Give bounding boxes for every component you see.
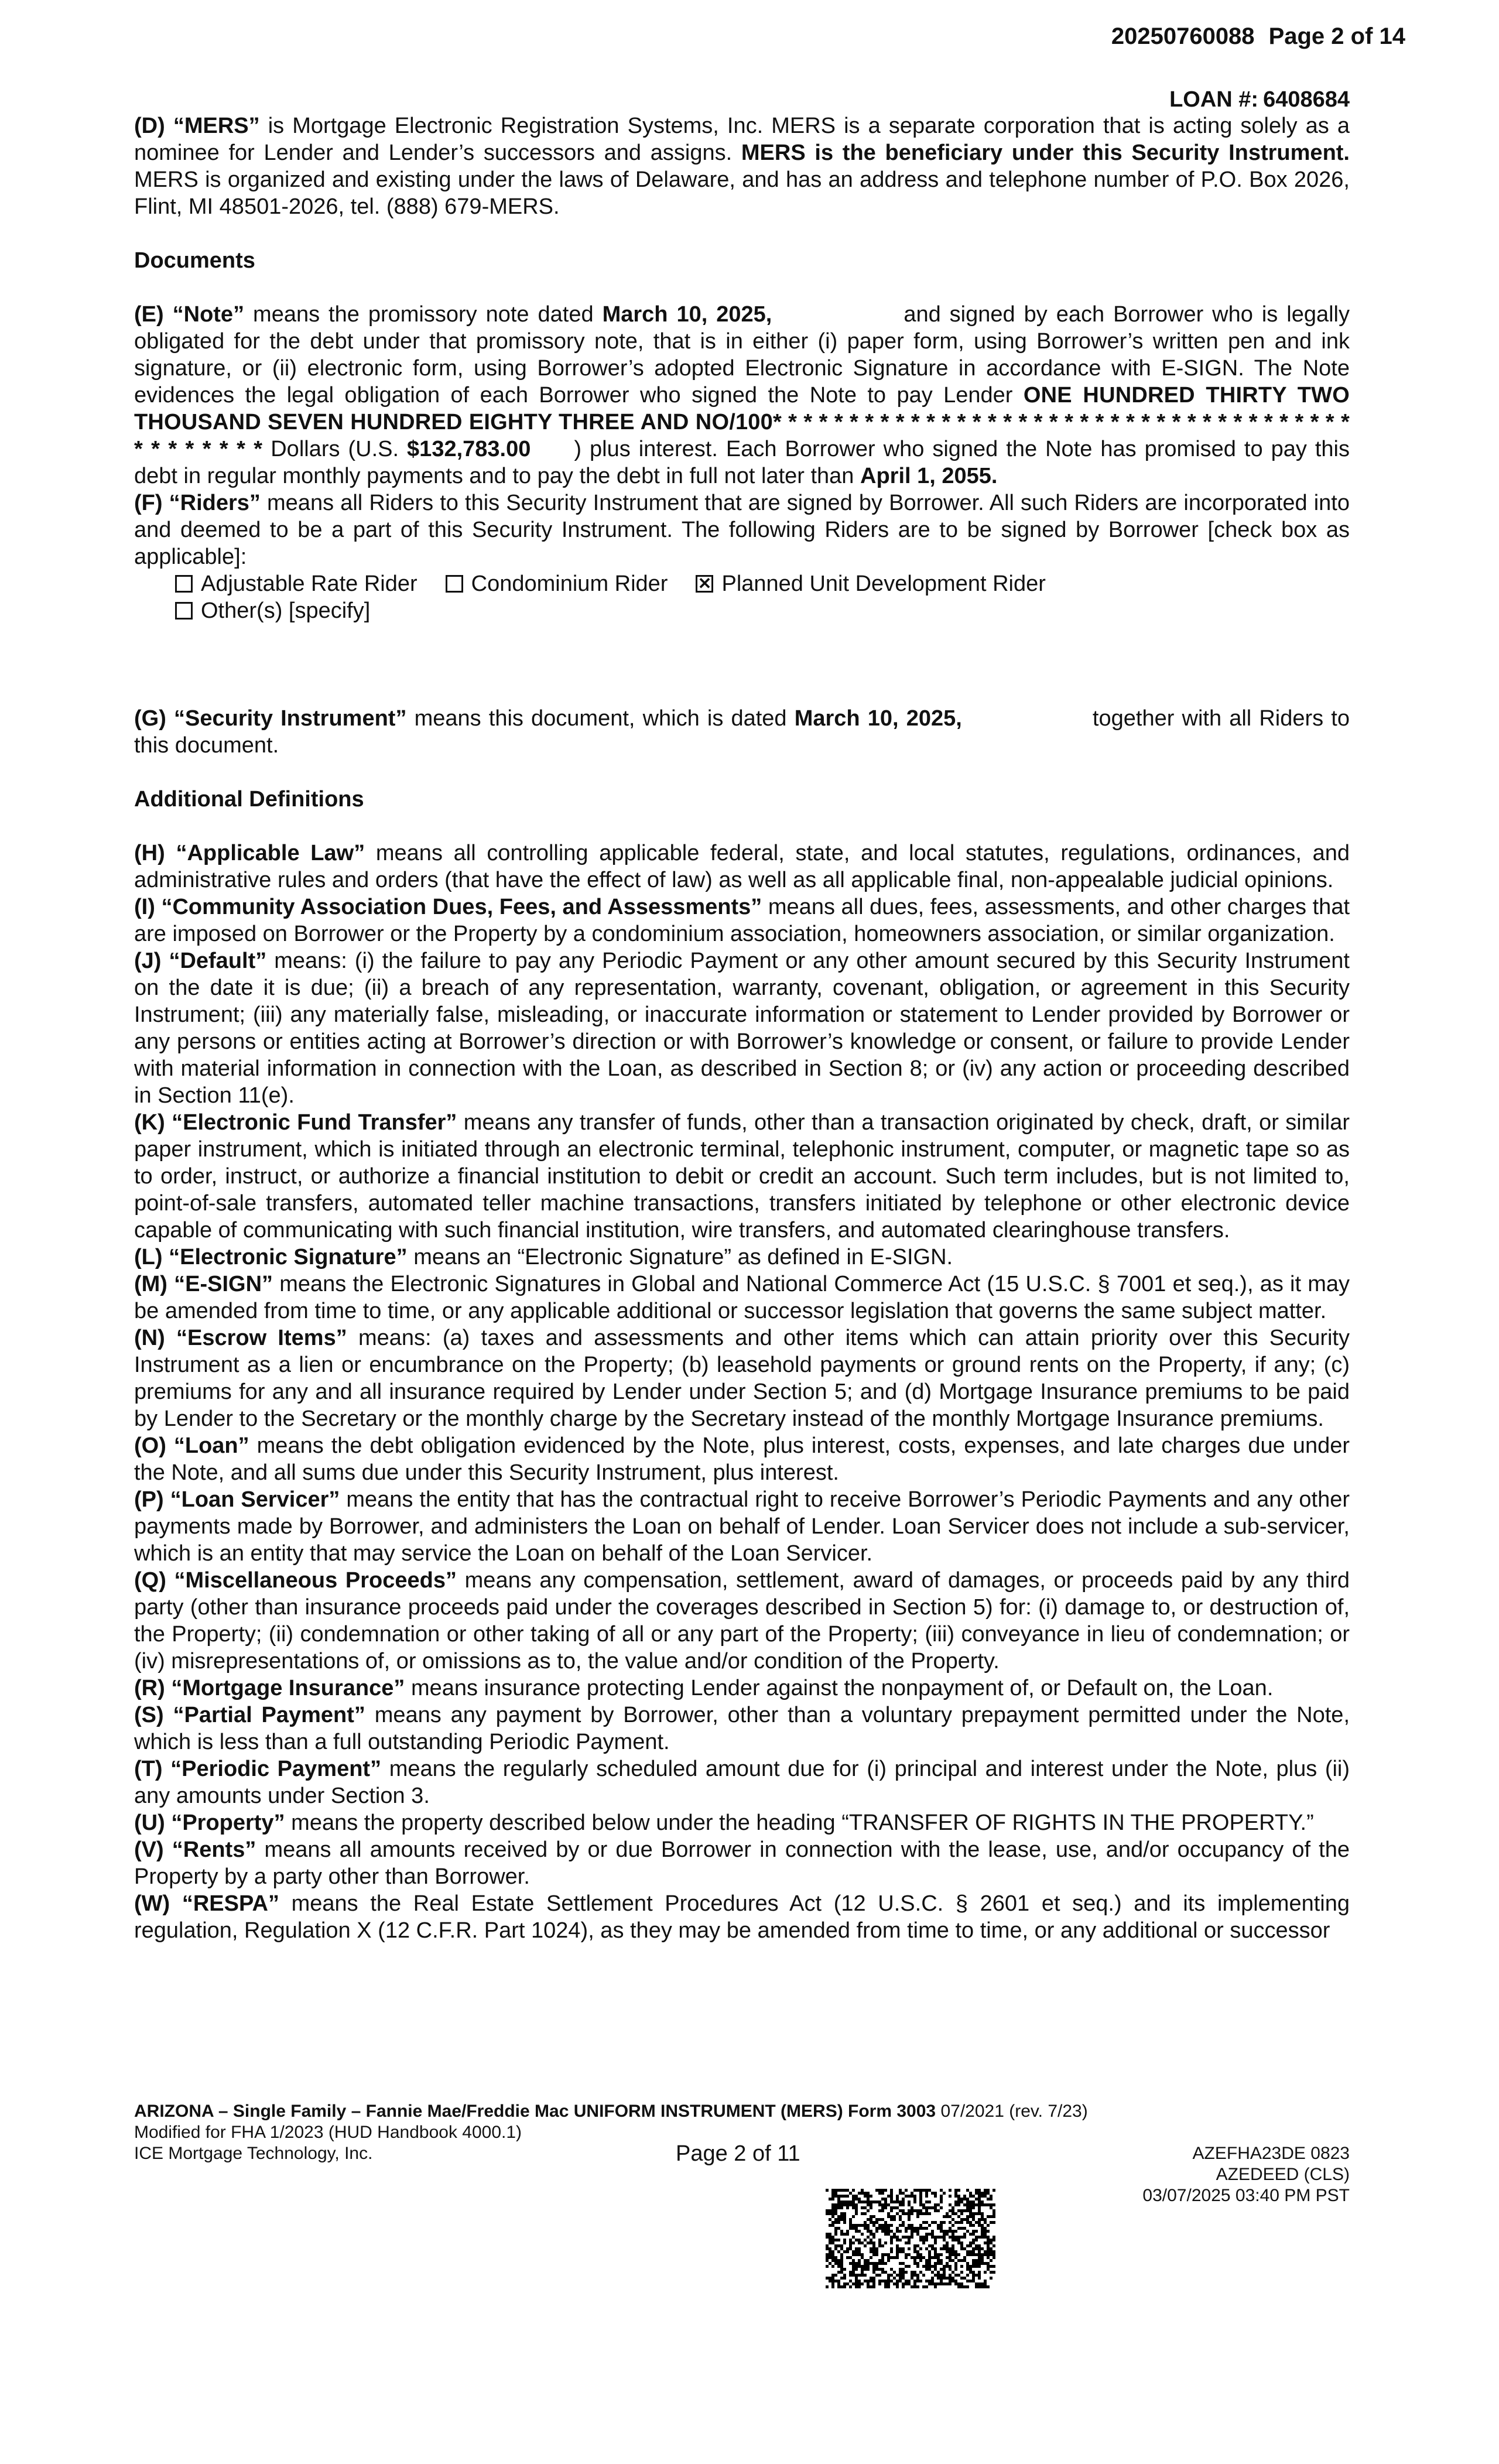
definition-text: MERS is organized and existing under the laws of Delaware, and has an address and telephone number of P.O. Box 2026, Flint, MI 48501-2026, tel. (888) 679-MERS. [134,167,1350,219]
loan-amount: $132,783.00 [407,437,531,461]
definition-text: means the debt obligation evidenced by the Note, plus interest, costs, expenses, and late charges due under the Note, and all sums due under this Security Instrument, plus interest. [134,1433,1350,1485]
stamp-page-label: Page 2 of 14 [1268,23,1405,49]
definition-item [134,1809,1350,1836]
vendor-name: ICE Mortgage Technology, Inc. [134,2144,373,2163]
definition-item [134,894,1350,947]
documents-heading: Documents [134,248,255,273]
definition-letter: (Q) [134,1568,166,1593]
definition-text: means all controlling applicable federal, state, and local statutes, regulations, ordinances, and administrative rules and orders (that have the effect of law) as well as all applicable final, non-appealable judicial opinions. [134,841,1350,892]
definition-letter: (W) [134,1891,170,1916]
checkbox[interactable] [175,602,193,620]
definition-term: “Security Instrument” [174,706,407,731]
rider-option-condominium[interactable] [446,570,668,597]
definition-item [134,1836,1350,1890]
definition-text: means the regularly scheduled amount due for (i) principal and interest under the Note, plus (ii) any amounts under Section 3. [134,1757,1350,1808]
definition-text: means the property described below under the heading “TRANSFER OF RIGHTS IN THE PROPERTY.” [285,1811,1314,1835]
definition-term: “Riders” [169,491,261,515]
definition-text: means: (a) taxes and assessments and other items which can attain priority over this Security Instrument as a lien or encumbrance on the Property; (b) leasehold payments or ground rents on the Property, if any; (c) premiums for any and all insurance required by Lender under Section 5; and (d) Mortgage Insurance premiums to be paid by Lender to the Secretary or the monthly charge by the Secretary instead of the monthly Mortgage Insurance premiums. [134,1326,1350,1431]
definition-text: together with all Riders to this document. [134,706,1350,758]
definition-letter: (N) [134,1326,165,1350]
checkbox-label: Adjustable Rate Rider [201,571,417,596]
additional-definitions-heading: Additional Definitions [134,787,364,812]
definition-text: means any compensation, settlement, award of damages, or proceeds paid by any third party (other than insurance proceeds paid under the coverages described in Section 5) for: (i) damage to, or destruction of, the Property; (ii) condemnation or other taking of all or any part of the Property; (iii) conveyance in lieu of condemnation; or (iv) misrepresentations of, or omissions as to, the value and/or condition of the Property. [134,1568,1350,1674]
definition-item [134,1109,1350,1244]
definition-e [134,301,1350,490]
definition-term: “Partial Payment” [173,1703,365,1727]
checkbox-label: Other(s) [specify] [201,598,371,623]
definition-item [134,1567,1350,1675]
definition-item [134,1755,1350,1809]
checkbox-checked[interactable]: ✕ [696,575,713,593]
barcode-icon [826,2189,995,2288]
definition-term: “Loan” [173,1433,249,1458]
definition-text: means all amounts received by or due Borrower in connection with the lease, use, and/or occupancy of the Property by a party other than Borrower. [134,1837,1350,1889]
definition-item [134,1244,1350,1271]
recording-stamp [1097,23,1405,50]
definition-letter: (U) [134,1811,165,1835]
definition-item [134,947,1350,1109]
definition-letter: (K) [134,1110,165,1135]
definition-letter: (S) [134,1703,164,1727]
checkbox[interactable] [446,575,463,593]
definition-text: means all dues, fees, assessments, and other charges that are imposed on Borrower or the Property by a condominium association, homeowners association, or similar organization. [134,895,1350,946]
definition-text: means the entity that has the contractual right to receive Borrower’s Periodic Payments and any other payments made by Borrower, and administers the Loan on behalf of Lender. Loan Servicer does not include a sub-servicer, which is an entity that may service the Loan on behalf of the Loan Servicer. [134,1487,1350,1566]
definition-text: means all Riders to this Security Instrument that are signed by Borrower. All such Riders are incorporated into and deemed to be a part of this Security Instrument. The following Riders are to be signed by Borrower [check box as applicable]: [134,491,1350,569]
definition-text: means any payment by Borrower, other than a voluntary prepayment permitted under the Note, which is less than a full outstanding Periodic Payment. [134,1703,1350,1754]
definition-item [134,1271,1350,1325]
definition-text: means insurance protecting Lender against the nonpayment of, or Default on, the Loan. [405,1676,1274,1700]
checkbox-label: Planned Unit Development Rider [721,571,1046,596]
definition-f [134,490,1350,570]
definition-letter: (P) [134,1487,164,1512]
rider-option-other[interactable] [175,597,370,624]
definition-item [134,840,1350,894]
definition-d [134,112,1350,220]
definition-text: ) plus interest. Each Borrower who signed the Note has promised to pay this debt in regular monthly payments and to pay the debt in full not later than [134,437,1350,488]
rider-option-planned-unit-development[interactable] [696,570,1045,597]
definitions-list [134,840,1350,1944]
definition-letter: (D) [134,114,165,138]
loan-amount-words: ONE HUNDRED THIRTY TWO THOUSAND SEVEN HUNDRED EIGHTY THREE AND NO/100* * * * * * * * * * * * * * * * * * * * * * * * * * * * * * * * * * * * * * * * * * * * * * [134,383,1350,461]
document-code: AZEDEED (CLS) [1216,2165,1350,2184]
definition-letter: (V) [134,1837,164,1862]
note-date: March 10, 2025, [602,302,772,327]
checkbox-label: Condominium Rider [471,571,668,596]
definition-item [134,1702,1350,1755]
form-code: AZEFHA23DE 0823 [1192,2144,1350,2163]
definition-letter: (J) [134,949,162,973]
loan-label: LOAN #: [1169,87,1259,112]
fha-modification-note: Modified for FHA 1/2023 (HUD Handbook 4000.1) [134,2123,522,2142]
rider-checklist [134,570,1350,624]
form-codes [1142,2143,1350,2206]
definition-item [134,1432,1350,1486]
document-body [134,87,1350,1944]
mers-beneficiary-statement: MERS is the beneficiary under this Security Instrument. [741,141,1350,165]
form-title: ARIZONA – Single Family – Fannie Mae/Freddie Mac UNIFORM INSTRUMENT (MERS) Form 3003 [134,2102,936,2121]
definition-term: “Note” [172,302,245,327]
form-identifier [134,2101,1088,2122]
definition-term: “Miscellaneous Proceeds” [174,1568,457,1593]
form-page-number: Page 2 of 11 [676,2141,800,2166]
definition-term: “Loan Servicer” [170,1487,340,1512]
definition-letter: (T) [134,1757,163,1781]
definition-term: “Property” [171,1811,285,1835]
definition-item [134,1325,1350,1432]
definition-text: means an “Electronic Signature” as defined in E-SIGN. [407,1245,953,1269]
definition-letter: (H) [134,841,165,865]
definition-letter: (G) [134,706,166,731]
rider-option-adjustable-rate[interactable] [175,570,417,597]
definition-text: means the Real Estate Settlement Procedures Act (12 U.S.C. § 2601 et seq.) and its implementing regulation, Regulation X (12 C.F.R. Part 1024), as they may be amended from time to time, or any additional or successor [134,1891,1350,1943]
definition-letter: (I) [134,895,155,919]
document-number: 20250760088 [1111,23,1255,49]
print-timestamp: 03/07/2025 03:40 PM PST [1142,2186,1350,2205]
definition-term: “RESPA” [182,1891,279,1916]
definition-text: means any transfer of funds, other than a transaction originated by check, draft, or similar paper instrument, which is initiated through an electronic terminal, telephonic instrument, computer, or magnetic tape so as to order, instruct, or authorize a financial institution to debit or credit an account. Such term includes, but is not limited to, point-of-sale transfers, automated teller machine transactions, transfers initiated by telephone or other electronic device capable of communicating with such financial institution, wire transfers, and automated clearinghouse transfers. [134,1110,1350,1243]
definition-letter: (E) [134,302,164,327]
definition-letter: (O) [134,1433,166,1458]
definition-text: means this document, which is dated [406,706,795,731]
definition-text: means the promissory note dated [244,302,603,327]
checkbox[interactable] [175,575,193,593]
definition-item [134,1890,1350,1944]
definition-text: means: (i) the failure to pay any Periodic Payment or any other amount secured by this Security Instrument on the date it is due; (ii) a breach of any representation, warranty, covenant, obligation, or agreement in this Security Instrument; (iii) any materially false, misleading, or inaccurate information or statement to Lender provided by Borrower or any persons or entities acting at Borrower’s direction or with Borrower’s knowledge or consent, or failure to provide Lender with material information in connection with the Loan, as described in Section 8; or (iv) any action or proceeding described in Section 11(e). [134,949,1350,1108]
definition-letter: (F) [134,491,163,515]
definition-term: “Electronic Signature” [169,1245,408,1269]
definition-text: and signed by each Borrower who is legally obligated for the debt under that promissory note, that is in either (i) paper form, using Borrower’s written pen and ink signature, or (ii) electronic form, using Borrower’s adopted Electronic Signature in accordance with E-SIGN. The Note evidences the legal obligation of each Borrower who signed the Note to pay Lender [134,302,1350,408]
definition-g [134,705,1350,759]
definition-text: is Mortgage Electronic Registration Systems, Inc. MERS is a separate corporation that is acting solely as a nominee for Lender and Lender’s successors and assigns. [134,114,1350,165]
loan-number: 6408684 [1263,87,1350,112]
definition-term: “Rents” [172,1837,256,1862]
definition-term: “Community Association Dues, Fees, and Assessments” [161,895,762,919]
definition-text: means the Electronic Signatures in Global and National Commerce Act (15 U.S.C. § 7001 et seq.), as it may be amended from time to time, or any applicable additional or successor legislation that governs the same subject matter. [134,1272,1350,1323]
definition-term: “Electronic Fund Transfer” [172,1110,457,1135]
definition-text: Dollars (U.S. [262,437,408,461]
definition-term: “Mortgage Insurance” [171,1676,405,1700]
definition-term: “Periodic Payment” [170,1757,382,1781]
definition-term: “E-SIGN” [174,1272,273,1296]
maturity-date: April 1, 2055. [860,464,998,488]
definition-term: “Default” [169,949,267,973]
definition-term: “Applicable Law” [176,841,365,865]
definition-term: “MERS” [173,114,260,138]
security-instrument-date: March 10, 2025, [794,706,962,731]
definition-letter: (R) [134,1676,165,1700]
definition-letter: (L) [134,1245,163,1269]
form-revision: 07/2021 (rev. 7/23) [936,2102,1088,2121]
definition-item [134,1486,1350,1567]
definition-item [134,1675,1350,1702]
definition-term: “Escrow Items” [176,1326,347,1350]
loan-number-line [134,87,1350,112]
definition-letter: (M) [134,1272,167,1296]
